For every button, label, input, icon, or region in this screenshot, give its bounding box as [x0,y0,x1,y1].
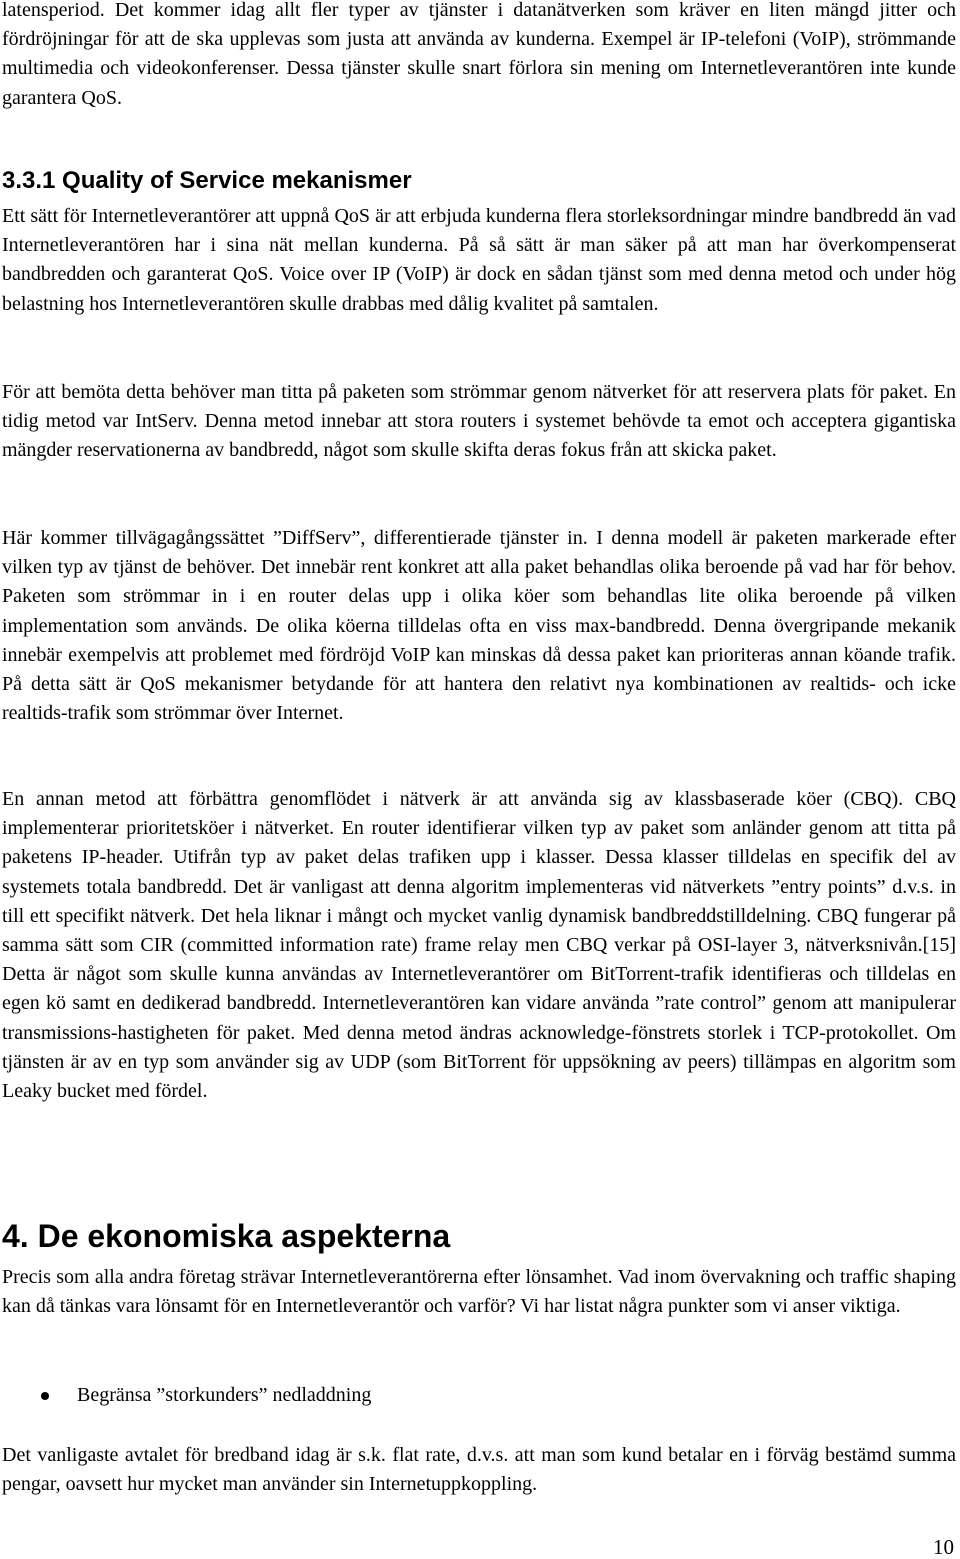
paragraph-cbq: En annan metod att förbättra genomflödet i nätverk är att använda sig av klassbaserade köer (CBQ). CBQ implementerar prioritetsköer i nätverket. En router identifierar vilken typ av paket som anländer genom att titta på paketens IP-header. Utifrån typ av paket delas trafiken upp i klasser. Dessa klasser tilldelas en specifik del av systemets totala bandbredd. Det är vanligast att denna algoritm implementeras vid nätverkets ”entry points” d.v.s. in till ett specifikt nätverk. Det hela liknar i mångt och mycket vanlig dynamisk bandbreddstilldelning. CBQ fungerar på samma sätt som CIR (committed information rate) frame relay men CBQ verkar på OSI-layer 3, nätverksnivån.[15] Detta är något som skulle kunna användas av Internetleverantörer om BitTorrent-trafik identifieras och tilldelas en egen kö samt en dedikerad bandbredd. Internetleverantören kan vidare använda ”rate control” genom att manipulerar transmissions-hastigheten för paket. Med denna metod ändras acknowledge-fönstrets storlek i TCP-protokollet. Om tjänsten är av en typ som använder sig av UDP (som BitTorrent för uppsökning av peers) tillämpas en algoritm som Leaky bucket med fördel. [2,788,956,1103]
bullet-text: Begränsa ”storkunders” nedladdning [77,1384,372,1406]
intro-paragraph: latensperiod. Det kommer idag allt fler typer av tjänster i datanätverken som kräver en liten mängd jitter och fördröjningar för att de ska upplevas som justa att använda av kunderna. Exempel är IP-telefoni (VoIP), strömmande multimedia och videokonferenser. Dessa tjänster skulle snart förlora sin mening om Internetleverantören inte kunde garantera QoS. [2,0,956,109]
paragraph-diffserv: Här kommer tillvägagångssättet ”DiffServ”, differentierade tjänster in. I denna modell är paketen markerade efter vilken typ av tjänst de behöver. Det innebär rent konkret att alla paket behandlas olika beroende på vad har för behov. Paketen som strömmar in i en router delas upp i olika köer som behandlas lite olika beroende på vilken implementation som används. De olika köerna tilldelas ofta en viss max-bandbredd. Denna övergripande mekanik innebär exempelvis att problemet med fördröjd VoIP kan minskas då dessa paket kan prioriteras annan köande trafik. På detta sätt är QoS mekanismer betydande för att hantera den relativt nya kombinationen av realtids- och icke realtids-trafik som strömmar över Internet. [2,527,956,725]
paragraph-economics-intro: Precis som alla andra företag strävar Internetleverantörerna efter lönsamhet. Vad inom övervakning och traffic shaping kan då tänkas vara lönsamt för en Internetleverantör och varför? Vi har listat några punkter som vi anser viktiga. [2,1266,956,1318]
paragraph-overprovisioning: Ett sätt för Internetleverantörer att uppnå QoS är att erbjuda kunderna flera storleksordningar mindre bandbredd än vad Internetleverantören har i sina nät mellan kunderna. På så sätt är man säker på att man har överkompenserat bandbredden och garanterat QoS. Voice over IP (VoIP) är dock en sådan tjänst som med denna metod och under hög belastning hos Internetleverantören skulle drabbas med dålig kvalitet på samtalen. [2,205,956,315]
section-heading-4: 4. De ekonomiska aspekterna [2,1218,451,1254]
paragraph-intserv: För att bemöta detta behöver man titta på paketen som strömmar genom nätverket för att reservera plats för paket. En tidig metod var IntServ. Denna metod innebar att stora routers i systemet behövde ta emot och acceptera gigantiska mängder reservationerna av bandbredd, något som skulle skifta deras fokus från att skicka paket. [2,381,956,462]
section-heading-3-3-1: 3.3.1 Quality of Service mekanismer [2,167,412,194]
page-number: 10 [933,1535,954,1559]
bullet-list-item [2,1381,371,1410]
paragraph-flat-rate: Det vanligaste avtalet för bredband idag är s.k. flat rate, d.v.s. att man som kund betalar en i förväg bestämd summa pengar, oavsett hur mycket man använder sin Internetuppkoppling. [2,1444,956,1496]
bullet-icon [41,1392,49,1400]
